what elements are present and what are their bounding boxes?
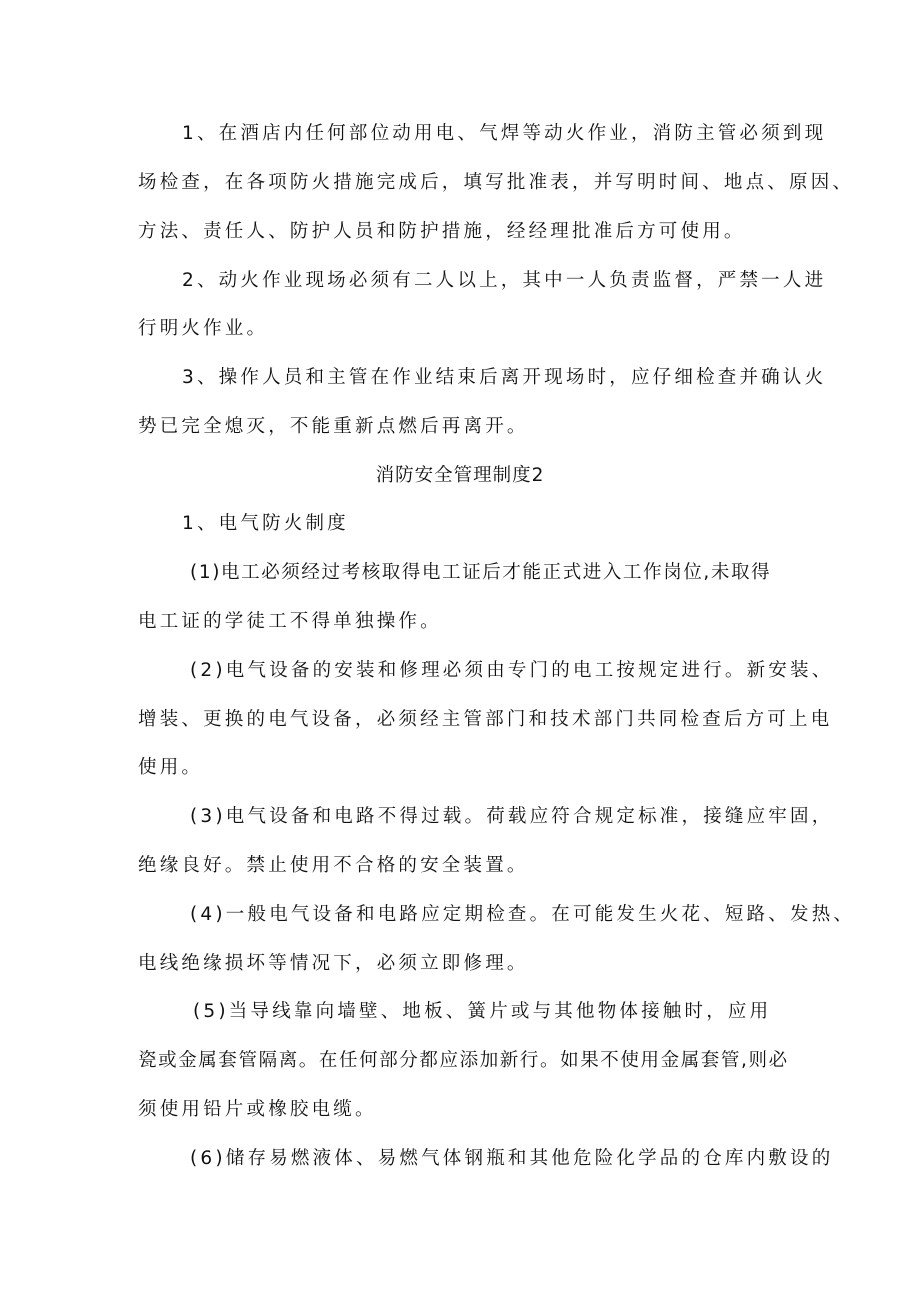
clause-4-line-2: 电线绝缘损坏等情况下，必须立即修理。 [138,953,529,974]
paragraph-3-line-2: 势已完全熄灭，不能重新点燃后再离开。 [138,416,529,437]
paragraph-3-line-1: 3、操作人员和主管在作业结束后离开现场时，应仔细检查并确认火 [182,367,827,388]
clause-2-line-3: 使用。 [138,757,204,778]
clause-2-line-2: 增装、更换的电气设备，必须经主管部门和技术部门共同检查后方可上电 [138,709,833,730]
paragraph-2-line-1: 2、动火作业现场必须有二人以上，其中一人负责监督，严禁一人进 [182,270,827,291]
paragraph-1-line-1: 1、在酒店内任何部位动用电、气焊等动火作业，消防主管必须到现 [182,123,827,144]
section-title: 消防安全管理制度2 [375,465,545,486]
clause-1-line-2: 电工证的学徒工不得单独操作。 [138,611,442,632]
clause-5-line-2: 瓷或金属套管隔离。在任何部分都应添加新行。如果不使用金属套管,则必 [138,1050,789,1071]
paragraph-1-line-3: 方法、责任人、防护人员和防护措施，经经理批准后方可使用。 [138,221,746,242]
clause-5-line-1: (5)当导线靠向墙壁、地板、簧片或与其他物体接触时，应用 [193,1001,772,1022]
paragraph-1-line-2: 场检查，在各项防火措施完成后，填写批准表，并写明时间、地点、原因、 [138,172,855,193]
clause-4-line-1: (4)一般电气设备和电路应定期检查。在可能发生火花、短路、发热、 [190,904,856,925]
clause-3-line-2: 绝缘良好。禁止使用不合格的安全装置。 [138,855,529,876]
clause-1-line-1: (1)电工必须经过考核取得电工证后才能正式进入工作岗位,未取得 [190,562,772,583]
paragraph-2-line-2: 行明火作业。 [138,318,269,339]
clause-5-line-3: 须使用铅片或橡胶电缆。 [138,1099,377,1120]
clause-3-line-1: (3)电气设备和电路不得过载。荷载应符合规定标准，接缝应牢固， [190,806,834,827]
subsection-title: 1、电气防火制度 [182,513,349,534]
clause-6-line-1: (6)储存易燃液体、易燃气体钢瓶和其他危险化学品的仓库内敷设的 [190,1148,834,1169]
clause-2-line-1: (2)电气设备的安装和修理必须由专门的电工按规定进行。新安装、 [190,660,834,681]
